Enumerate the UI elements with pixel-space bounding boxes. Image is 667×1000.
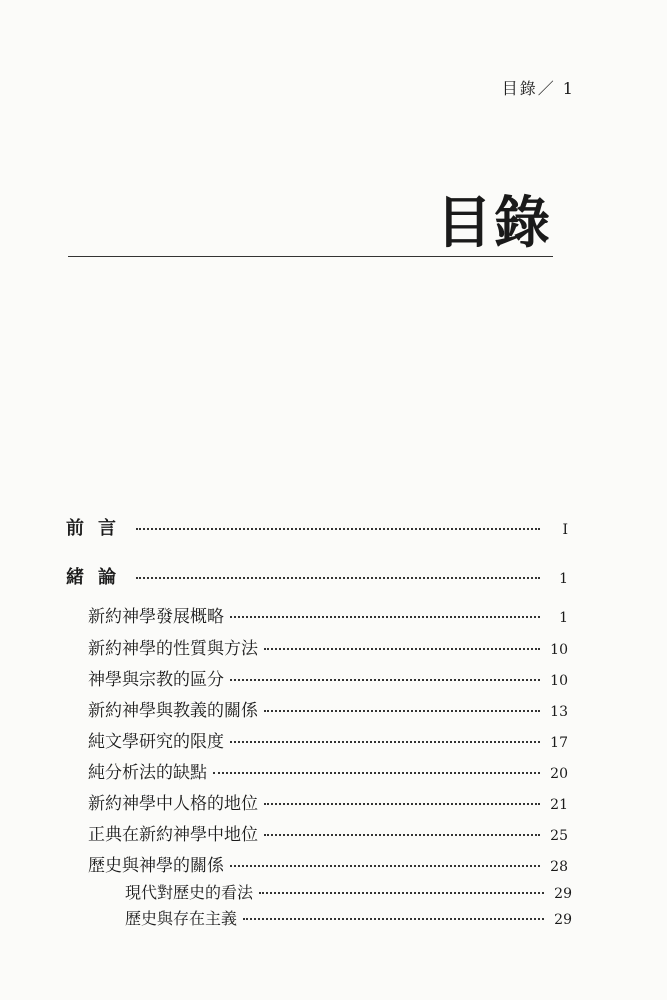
toc-entry-label: 緒論 [66,567,130,588]
toc-entry-page: 29 [554,886,572,902]
toc-entry[interactable] [66,514,568,540]
dot-leader [264,834,540,836]
toc-entry[interactable] [88,820,568,845]
toc-entry[interactable] [88,789,568,814]
toc-entry-label: 新約神學與教義的關係 [88,701,258,721]
toc-entry-page: 10 [550,673,568,689]
dot-leader [213,772,540,774]
toc-entry-label: 新約神學中人格的地位 [88,794,258,814]
dot-leader [230,865,540,867]
toc-entry[interactable] [88,602,568,627]
running-header: 目錄／ 1 [501,79,575,98]
toc-entry[interactable] [88,696,568,721]
toc-entry-label: 純分析法的缺點 [88,763,207,783]
toc-entry-label: 正典在新約神學中地位 [88,825,258,845]
toc-entry-label: 歷史與存在主義 [125,909,238,928]
toc-entry-page: 21 [550,797,568,813]
dot-leader [230,679,540,681]
toc-subentry[interactable] [125,906,572,929]
toc-entry[interactable] [88,758,568,783]
toc-entry-label: 純文學研究的限度 [88,732,224,752]
toc-entry-label: 神學與宗教的區分 [88,670,224,690]
toc-entry-page: 1 [559,610,568,626]
dot-leader [264,710,540,712]
toc-entry-label: 新約神學發展概略 [88,607,224,627]
dot-leader [136,577,540,579]
toc-entry-label: 現代對歷史的看法 [125,883,254,902]
toc-entry-page: 1 [559,571,568,587]
toc-entry-page: 13 [550,704,568,720]
toc-entry[interactable] [66,563,568,589]
toc-entry-page: 28 [550,859,568,875]
dot-leader [243,918,544,920]
dot-leader [136,528,540,530]
toc-entry[interactable] [88,727,568,752]
dot-leader [230,741,540,743]
dot-leader [230,616,540,618]
toc-entry-label: 前言 [66,518,130,539]
page-title: 目錄 [436,191,552,256]
toc-entry-label: 新約神學的性質與方法 [88,639,258,659]
dot-leader [259,892,544,894]
toc-entry-page: 25 [550,828,568,844]
toc-entry-page: 20 [550,766,568,782]
toc-entry[interactable] [88,851,568,876]
toc-subentry[interactable] [125,880,572,903]
toc-entry[interactable] [88,634,568,659]
toc-entry-page: 29 [554,912,572,928]
toc-entry-label: 歷史與神學的關係 [88,856,224,876]
dot-leader [264,648,540,650]
toc-entry-page: I [562,522,568,538]
toc-entry[interactable] [88,665,568,690]
toc-entry-page: 17 [550,735,568,751]
dot-leader [264,803,540,805]
toc-entry-page: 10 [550,642,568,658]
title-underline [68,256,553,257]
